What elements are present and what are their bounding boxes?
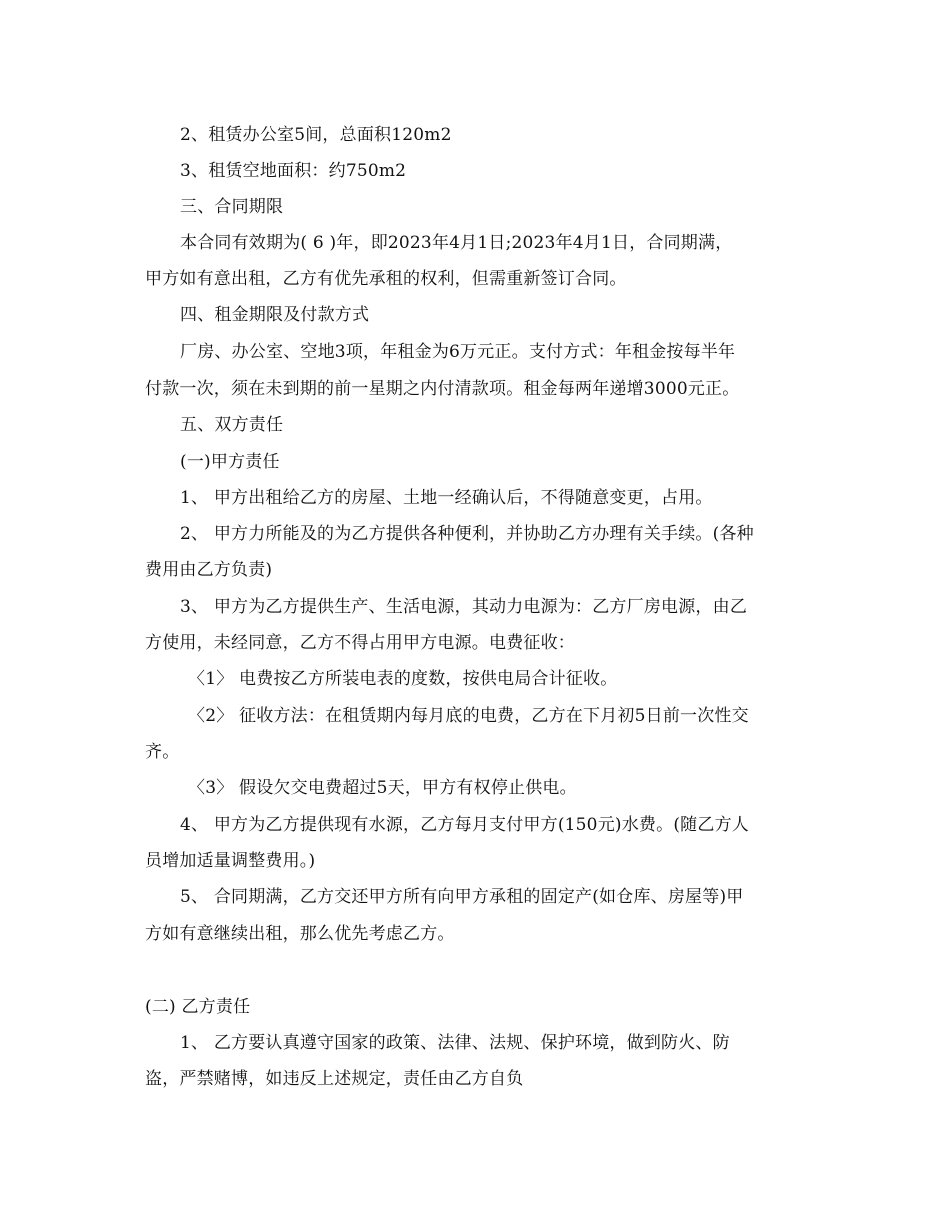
text-line-13: 费用由乙方负责) xyxy=(145,560,273,580)
text-line-2: 3、租赁空地面积：约750m2 xyxy=(180,161,407,181)
text-line-16: 〈1〉 电费按乙方所装电表的度数，按供电局合计征收。 xyxy=(188,669,618,689)
text-line-17: 〈2〉 征收方法：在租赁期内每月底的电费，乙方在下月初5日前一次性交 xyxy=(188,706,749,726)
section-heading-rent: 四、租金期限及付款方式 xyxy=(180,305,370,325)
text-line-20: 4、 甲方为乙方提供现有水源，乙方每月支付甲方(150元)水费。(随乙方人 xyxy=(180,815,749,835)
section-heading-duties: 五、双方责任 xyxy=(180,415,284,435)
text-line-7: 厂房、办公室、空地3项，年租金为6万元正。支付方式：年租金按每半年 xyxy=(180,342,736,362)
text-line-12: 2、 甲方力所能及的为乙方提供各种便利，并协助乙方办理有关手续。(各种 xyxy=(180,524,754,544)
text-line-4: 本合同有效期为( 6 )年，即2023年4月1日;2023年4月1日，合同期满， xyxy=(180,233,733,253)
text-line-18: 齐。 xyxy=(145,742,180,762)
text-line-25: 1、 乙方要认真遵守国家的政策、法律、法规、保护环境，做到防火、防 xyxy=(180,1033,730,1053)
text-line-8: 付款一次，须在未到期的前一星期之内付清款项。租金每两年递增3000元正。 xyxy=(145,379,740,399)
text-line-19: 〈3〉 假设欠交电费超过5天，甲方有权停止供电。 xyxy=(188,778,577,798)
text-line-15: 方使用，未经同意，乙方不得占用甲方电源。电费征收： xyxy=(145,633,575,653)
text-line-26: 盗，严禁赌博，如违反上述规定，责任由乙方自负 xyxy=(145,1069,524,1089)
text-line-21: 员增加适量调整费用。) xyxy=(145,851,316,871)
text-line-1: 2、租赁办公室5间，总面积120m2 xyxy=(180,125,452,145)
section-heading-term: 三、合同期限 xyxy=(180,197,284,217)
subsection-heading-party-a: (一)甲方责任 xyxy=(180,452,280,472)
text-line-22: 5、 合同期满，乙方交还甲方所有向甲方承租的固定产(如仓库、房屋等)甲 xyxy=(180,887,744,907)
text-line-23: 方如有意继续出租，那么优先考虑乙方。 xyxy=(145,924,455,944)
text-line-14: 3、 甲方为乙方提供生产、生活电源，其动力电源为：乙方厂房电源，由乙 xyxy=(180,597,748,617)
text-line-11: 1、 甲方出租给乙方的房屋、土地一经确认后，不得随意变更，占用。 xyxy=(180,488,713,508)
subsection-heading-party-b: (二) 乙方责任 xyxy=(145,997,251,1017)
text-line-5: 甲方如有意出租，乙方有优先承租的权利，但需重新签订合同。 xyxy=(145,269,627,289)
